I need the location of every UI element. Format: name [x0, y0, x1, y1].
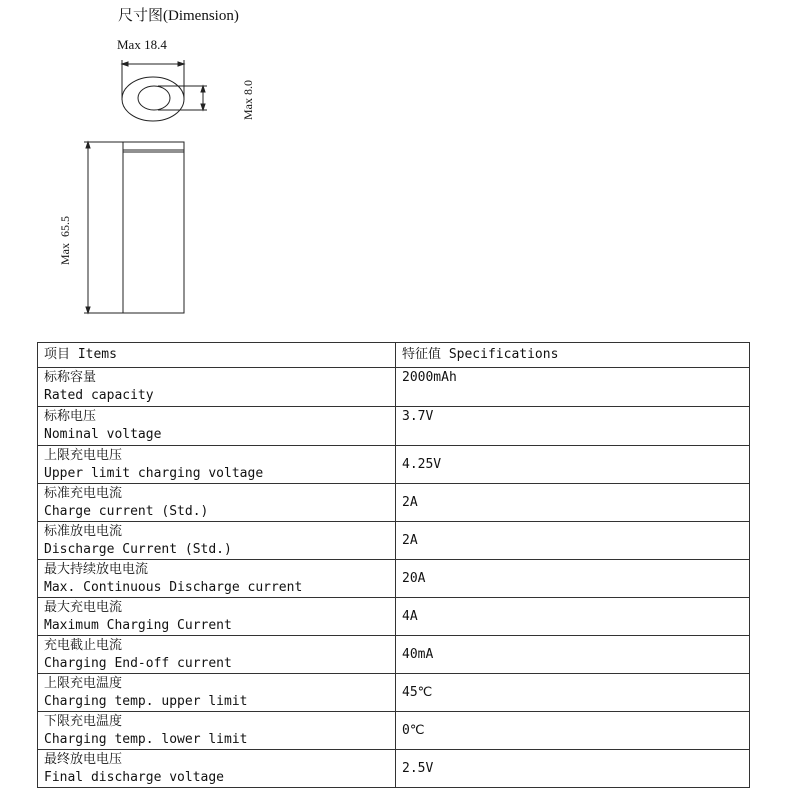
spec-table [37, 342, 750, 788]
item-cell [38, 674, 396, 712]
item-en: Rated capacity [44, 388, 154, 403]
item-cell [38, 446, 396, 484]
item-cell [38, 522, 396, 560]
item-en: Charge current (Std.) [44, 503, 209, 519]
item-cell [38, 560, 396, 598]
height-label: Max 65.5 [58, 216, 72, 265]
item-cell [38, 598, 396, 636]
spec-value: 4.25V [396, 446, 750, 484]
item-en: Charging End-off current [44, 655, 232, 671]
table-row [38, 598, 750, 636]
top-view [122, 60, 207, 121]
item-en: Upper limit charging voltage [44, 465, 264, 481]
item-en: Maximum Charging Current [44, 617, 232, 633]
item-cell [38, 368, 396, 407]
table-row [38, 750, 750, 788]
table-row [38, 522, 750, 560]
spec-value: 2A [396, 522, 750, 560]
spec-value: 45℃ [396, 674, 750, 712]
item-zh: 最大持续放电电流 [44, 561, 149, 577]
item-zh: 下限充电温度 [44, 713, 123, 729]
item-zh: 充电截止电流 [44, 637, 123, 653]
item-cell [38, 636, 396, 674]
spec-value: 0℃ [396, 712, 750, 750]
side-view [84, 142, 184, 313]
table-header-row [38, 343, 750, 368]
spec-value: 40mA [396, 636, 750, 674]
item-cell [38, 750, 396, 788]
spec-value: 4A [396, 598, 750, 636]
item-en: Charging temp. upper limit [44, 693, 248, 709]
table-row [38, 674, 750, 712]
battery-dimension-drawing [0, 0, 800, 340]
spec-value: 3.7V [396, 407, 750, 446]
inner-diameter-label: Max 8.0 [241, 80, 255, 120]
item-en: Max. Continuous Discharge current [44, 579, 303, 595]
table-row [38, 636, 750, 674]
item-cell [38, 407, 396, 446]
item-cell [38, 712, 396, 750]
table-row [38, 560, 750, 598]
spec-value: 20A [396, 560, 750, 598]
dimension-title: 尺寸图(Dimension) [118, 8, 239, 24]
header-items: 项目 Items [38, 343, 396, 368]
item-en: Charging temp. lower limit [44, 731, 248, 747]
item-zh: 最大充电电流 [44, 599, 123, 615]
spec-value: 2.5V [396, 750, 750, 788]
item-zh: 标称容量 [44, 370, 97, 385]
item-cell [38, 484, 396, 522]
spec-value: 2000mAh [396, 368, 750, 407]
table-row [38, 446, 750, 484]
outer-ellipse [122, 77, 184, 121]
spec-value: 2A [396, 484, 750, 522]
table-row [38, 484, 750, 522]
item-zh: 上限充电电压 [44, 447, 123, 463]
item-zh: 上限充电温度 [44, 675, 123, 691]
item-en: Discharge Current (Std.) [44, 541, 232, 557]
table-row [38, 712, 750, 750]
diameter-label: Max 18.4 [117, 37, 167, 52]
item-zh: 标称电压 [44, 409, 97, 424]
header-specifications: 特征值 Specifications [396, 343, 750, 368]
table-row [38, 368, 750, 407]
item-zh: 标准放电电流 [44, 523, 123, 539]
item-en: Nominal voltage [44, 427, 162, 442]
item-en: Final discharge voltage [44, 769, 225, 785]
table-row [38, 407, 750, 446]
inner-ellipse [138, 86, 170, 110]
item-zh: 最终放电电压 [44, 751, 123, 767]
item-zh: 标准充电电流 [44, 485, 123, 501]
